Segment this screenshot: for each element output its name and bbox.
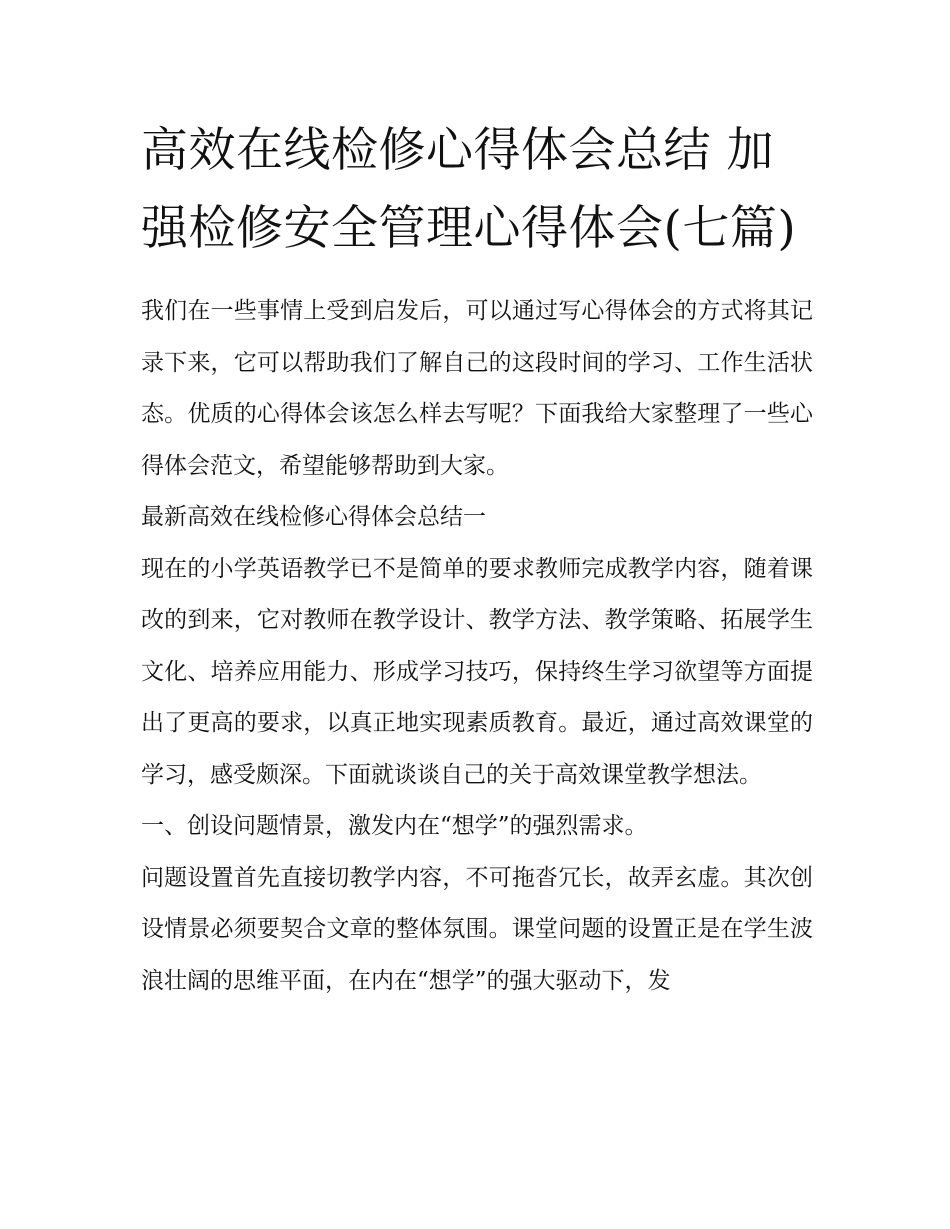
paragraph: 问题设置首先直接切教学内容，不可拖沓冗长，故弄玄虚。其次创设情景必须要契合文章的整体氛围。课堂问题的设置正是在学生波浪壮阔的思维平面，在内在“想学”的强大驱动下，发 — [141, 864, 813, 994]
paragraph-intro: 我们在一些事情上受到启发后，可以通过写心得体会的方式将其记录下来，它可以帮助我们了解自己的这段时间的学习、工作生活状态。优质的心得体会该怎么样去写呢？下面我给大家整理了一些心得体会范文，希望能够帮助到大家。 — [141, 298, 813, 479]
document-title: 高效在线检修心得体会总结 加强检修安全管理心得体会(七篇) — [141, 123, 797, 256]
paragraph: 现在的小学英语教学已不是简单的要求教师完成教学内容，随着课改的到来，它对教师在教学设计、教学方法、教学策略、拓展学生文化、培养应用能力、形成学习技巧，保持终生学习欲望等方面提出了更高的要求，以真正地实现素质教育。最近，通过高效课堂的学习，感受颇深。下面就谈谈自己的关于高效课堂教学想法。 — [141, 555, 813, 788]
document-page — [141, 112, 813, 1007]
section-heading: 最新高效在线检修心得体会总结一 — [141, 504, 486, 530]
document-body — [141, 286, 813, 1007]
subsection-heading: 一、创设问题情景，激发内在“想学”的强烈需求。 — [141, 813, 648, 839]
